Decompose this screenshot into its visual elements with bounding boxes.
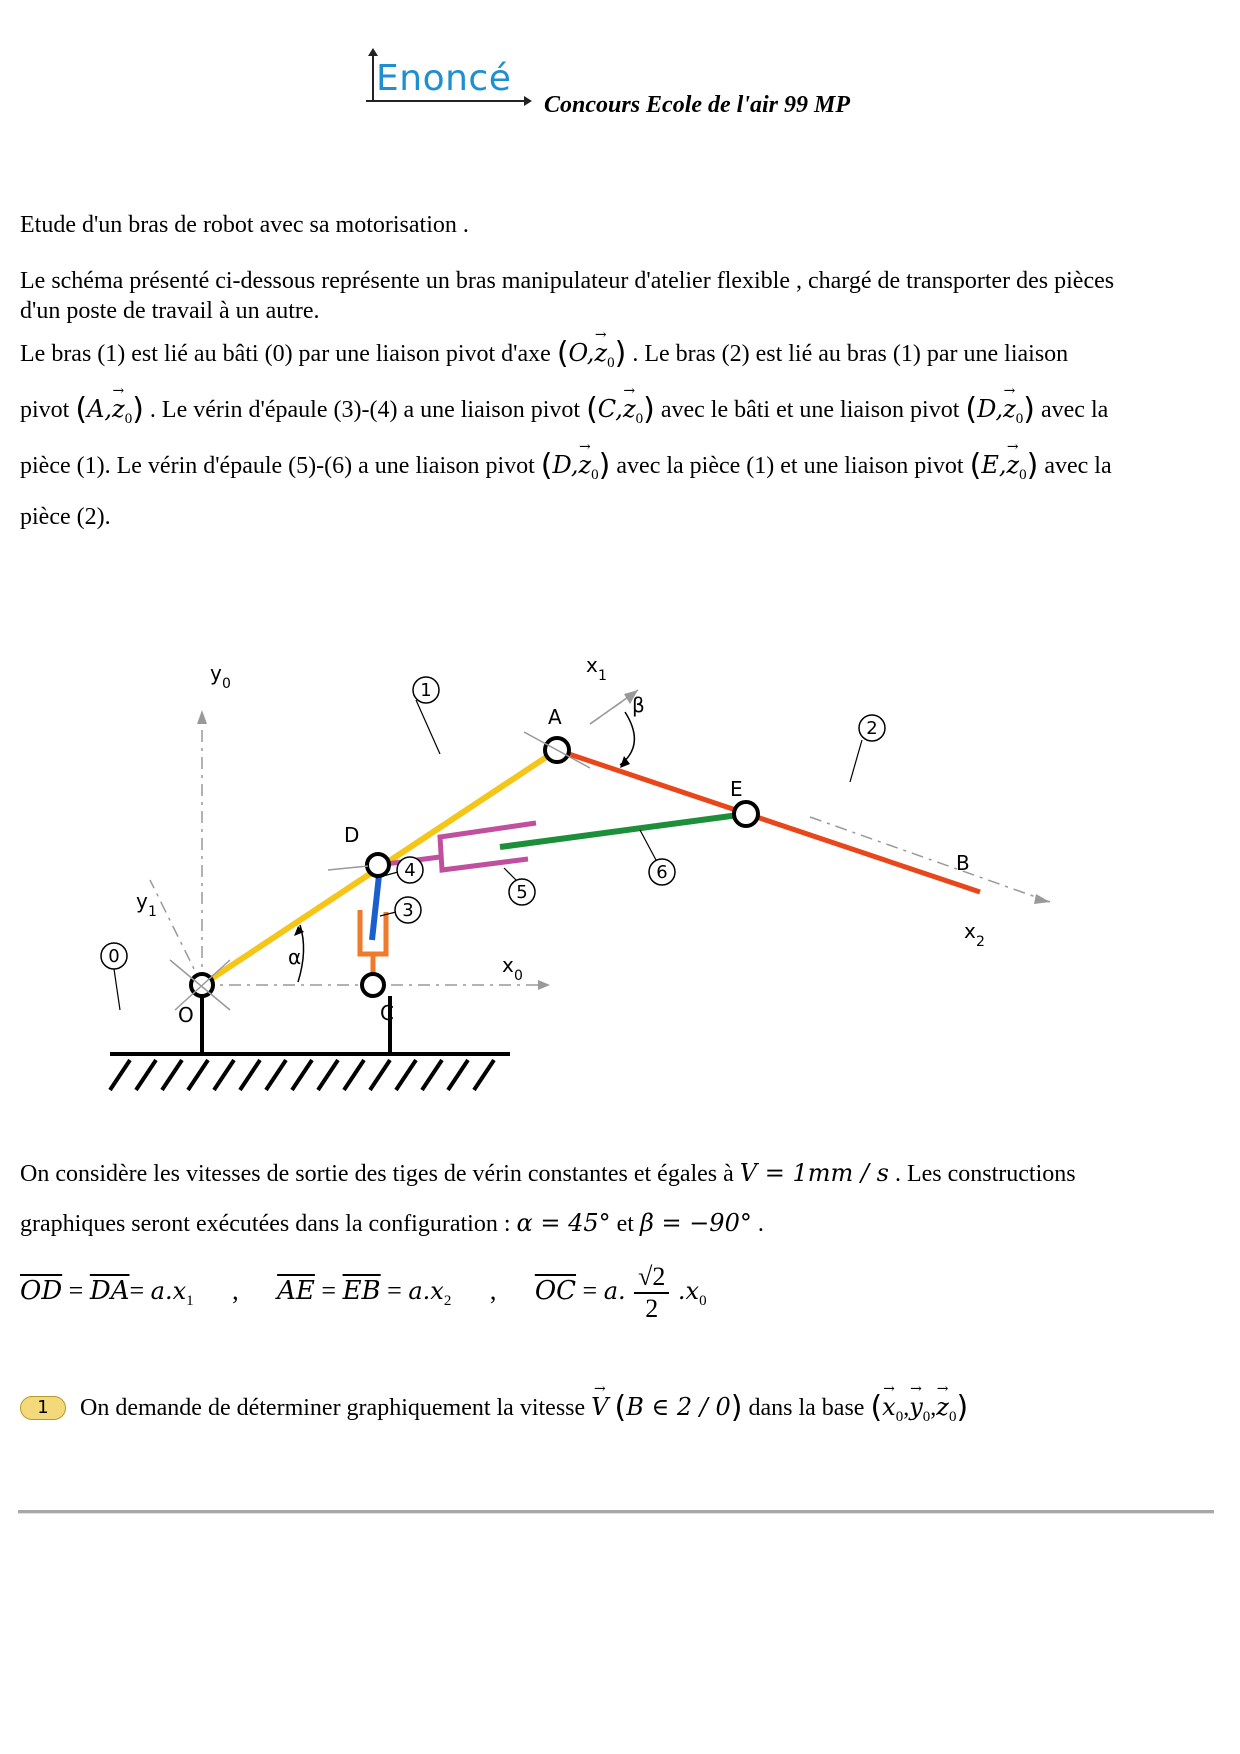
text-segment: avec le bâti et une liaison pivot: [660, 397, 960, 423]
alpha-equation: α = 45°: [516, 1209, 611, 1237]
intro-p4: pièce (1). Le vérin d'épaule (5)-(6) a une liaison pivot $(D,\to z_0)$ avec la pièce (1) et une liaison pivot $(E,\to z_0)$ avec la: [20, 450, 1112, 490]
robot-arm-diagram: [90, 620, 1150, 1100]
math-sub: 0: [922, 1408, 931, 1425]
intro-title: Etude d'un bras de robot avec sa motorisation .: [20, 212, 469, 238]
text-segment: . Les constructions: [894, 1161, 1076, 1187]
ground-frame: [110, 996, 510, 1090]
math-vector: → z: [1006, 450, 1019, 480]
a-x1: a.x: [150, 1276, 187, 1305]
math-sub: 2: [443, 1293, 452, 1310]
math-sub: 0: [635, 410, 644, 427]
text-segment: avec la: [1041, 397, 1109, 423]
equals-sign: =: [68, 1275, 84, 1305]
math-sub: 0: [1019, 466, 1027, 483]
separator: ,: [489, 1275, 497, 1305]
svg-text:1: 1: [598, 668, 607, 684]
math-point: O,: [568, 339, 595, 367]
vector-EB: $\overline{EB}$: [342, 1275, 381, 1306]
math-sub: 0: [607, 354, 615, 371]
axis-arrowheads: [197, 690, 1050, 990]
separator: ,: [232, 1275, 239, 1305]
horizontal-rule: [18, 1510, 1214, 1514]
part-bubble-2: [859, 715, 885, 741]
text-segment: graphiques seront exécutées dans la configuration :: [20, 1211, 511, 1237]
header: [366, 48, 886, 128]
angle-alpha: α: [288, 945, 302, 969]
math-point: C,: [597, 395, 623, 423]
vector-OC: $\overline{OC}$: [534, 1275, 577, 1306]
equals-sign: =: [321, 1275, 337, 1305]
math-sub: 0: [895, 1408, 904, 1425]
intro-p5: pièce (2).: [20, 504, 111, 530]
math-sub: 1: [186, 1293, 194, 1310]
intro-p2: Le bras (1) est lié au bâti (0) par une liaison pivot d'axe $(O,\to z_0)$ . Le bras (2) est lié au bras (1) par une liaison: [20, 338, 1068, 378]
equals-sign: =: [387, 1275, 402, 1305]
svg-text:5: 5: [516, 882, 528, 903]
base-z: → z: [936, 1392, 949, 1422]
vector-DA: $\overline{DA}$: [89, 1275, 130, 1306]
page-subtitle: Concours Ecole de l'air 99 MP: [544, 92, 851, 118]
question-1: 1 On demande de déterminer graphiquement la vitesse → V (B ∈ 2 / 0) dans la base (→ $x_0,\to y_0,\to z_0$): [20, 1392, 968, 1432]
fraction-denominator: 2: [645, 1294, 659, 1323]
logo-text: Enoncé: [376, 58, 512, 99]
fraction-numerator: √2: [634, 1262, 669, 1294]
text-segment: pivot: [20, 397, 70, 423]
axis-label-x2: x: [964, 919, 976, 943]
point-label-E: E: [730, 777, 743, 801]
velocity-argument: B ∈ 2 / 0: [626, 1393, 731, 1421]
svg-text:3: 3: [402, 900, 414, 921]
axis-label-y0: y: [210, 661, 222, 685]
part-bubble-5: [509, 879, 535, 905]
math-sub: 0: [124, 410, 133, 427]
text-segment: pièce (1). Le vérin d'épaule (5)-(6) a une liaison pivot: [20, 453, 535, 479]
a-x2: a.x: [408, 1276, 444, 1305]
math-point: D,: [977, 395, 1004, 423]
math-sub: 0: [591, 466, 599, 483]
equals-sign: =: [582, 1275, 598, 1305]
axis-label-y1: y: [136, 889, 148, 913]
velocity-equation: V = 1mm / s: [739, 1159, 889, 1187]
svg-text:1: 1: [148, 904, 157, 920]
axis-label-x0: x: [502, 953, 514, 977]
intro-p1-line1: Le schéma présenté ci-dessous représente un bras manipulateur d'atelier flexible , chargé de transporter des pièces: [20, 268, 1115, 294]
axis-label-x1: x: [586, 653, 598, 677]
part-bubble-3: [395, 897, 421, 923]
beta-equation: β = −90°: [639, 1209, 752, 1237]
math-sub: 0: [1015, 410, 1024, 427]
conditions-line1: [20, 1158, 1076, 1189]
a-dot: a.: [603, 1276, 626, 1305]
point-label-C: C: [380, 1001, 394, 1025]
part-bubble-6: [649, 859, 675, 885]
math-point: D,: [552, 451, 579, 479]
velocity-vector: → V: [591, 1392, 608, 1422]
question-number-badge[interactable]: 1: [20, 1396, 66, 1420]
vector-AE: $\overline{AE}$: [277, 1275, 315, 1306]
math-vector: → z: [112, 394, 125, 424]
text-segment: avec la: [1044, 453, 1112, 479]
vector-relations: [20, 1262, 707, 1324]
intro-p1-line2: d'un poste de travail à un autre.: [20, 298, 320, 324]
svg-text:1: 1: [420, 680, 432, 701]
angle-beta: β: [632, 693, 645, 717]
point-label-B: B: [956, 851, 970, 875]
math-point: E,: [981, 451, 1007, 479]
svg-text:2: 2: [976, 934, 985, 950]
base-x: → x: [882, 1392, 896, 1422]
svg-text:0: 0: [222, 676, 231, 692]
math-vector: → z: [623, 394, 636, 424]
text-segment: .: [757, 1211, 764, 1237]
logo-arrow-right-icon: [366, 100, 526, 102]
svg-text:0: 0: [514, 968, 523, 984]
math-sub: 0: [948, 1408, 957, 1425]
part-bubble-4: [397, 857, 423, 883]
arm-2: [557, 750, 980, 892]
math-vector: → z: [1003, 394, 1016, 424]
math-vector: → z: [579, 450, 592, 480]
svg-text:0: 0: [108, 946, 120, 967]
svg-text:6: 6: [656, 862, 668, 883]
part-bubble-0: [101, 943, 127, 969]
part-bubble-1: [413, 677, 439, 703]
vector-OD: $\overline{OD}$: [20, 1275, 63, 1306]
question-text: dans la base: [748, 1395, 865, 1421]
logo-arrow-up-icon: [372, 52, 374, 100]
text-segment: avec la pièce (1) et une liaison pivot: [616, 453, 964, 479]
math-sub: 0: [699, 1293, 707, 1310]
x0: .x: [677, 1276, 700, 1305]
fraction-sqrt2-over-2: [634, 1262, 669, 1324]
text-segment: et: [616, 1211, 634, 1237]
svg-text:4: 4: [404, 860, 416, 881]
point-label-A: A: [548, 705, 562, 729]
point-label-D: D: [344, 823, 360, 847]
rod-6: [500, 814, 746, 847]
conditions-line2: [20, 1208, 764, 1239]
svg-text:2: 2: [866, 718, 878, 739]
text-segment: . Le vérin d'épaule (3)-(4) a une liaison pivot: [149, 397, 581, 423]
question-text: On demande de déterminer graphiquement la vitesse: [80, 1395, 586, 1421]
intro-p3: pivot $(A,\to z_0)$ . Le vérin d'épaule (3)-(4) a une liaison pivot $(C,\to z_0)$ avec le bâti et une liaison pivot $(D,\to z_0)$ avec la: [20, 394, 1108, 434]
base-y: → y: [909, 1392, 923, 1422]
math-vector: → z: [594, 338, 607, 368]
text-segment: . Le bras (2) est lié au bras (1) par une liaison: [632, 341, 1069, 367]
point-label-O: O: [178, 1003, 194, 1027]
equals-sign: =: [129, 1275, 145, 1305]
text-segment: On considère les vitesses de sortie des tiges de vérin constantes et égales à: [20, 1161, 734, 1187]
text-segment: Le bras (1) est lié au bâti (0) par une liaison pivot d'axe: [20, 341, 551, 367]
math-point: A,: [87, 395, 113, 423]
